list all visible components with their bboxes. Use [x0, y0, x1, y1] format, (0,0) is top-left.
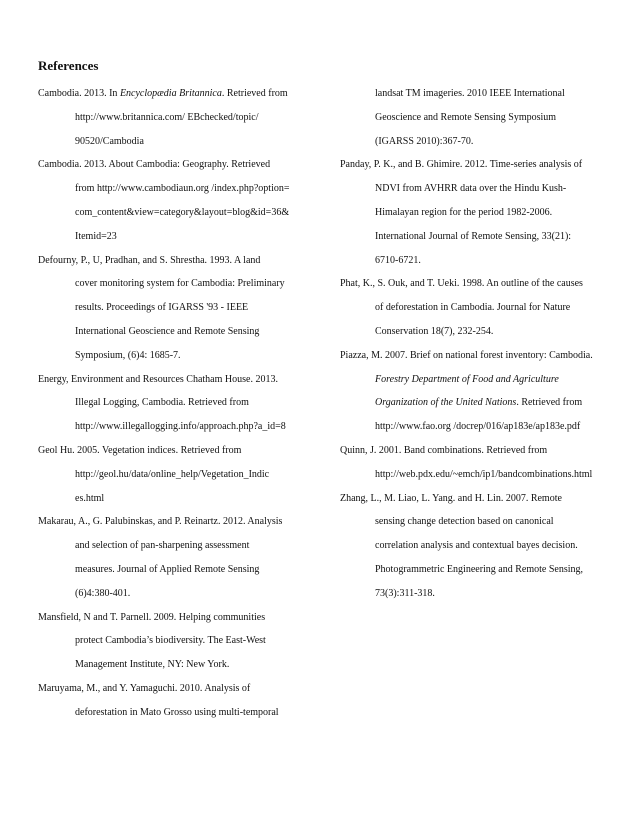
reference-text: Mansfield, N and T. Parnell. 2009. Helping communities: [38, 611, 266, 623]
reference-text: http://web.pdx.edu/~emch/ip1/bandcombinations.html: [375, 468, 593, 480]
reference-text: . Retrieved from: [221, 88, 288, 99]
reference-continuation-line: [340, 225, 636, 249]
reference-text: Himalayan region for the period 1982-2006.: [375, 206, 553, 218]
reference-text: (IGARSS 2010):367-70.: [375, 135, 474, 147]
reference-continuation-line: [38, 177, 310, 201]
reference-continuation-line: [38, 296, 310, 320]
reference-entry-line: [340, 344, 636, 368]
reference-continuation-line: [340, 368, 636, 392]
reference-entry-line: [340, 439, 636, 463]
reference-text: Conservation 18(7), 232-254.: [375, 325, 494, 337]
reference-continuation-line: [340, 320, 636, 344]
italic-title-text: Encyclopædia Britannica: [119, 88, 222, 99]
reference-text: es.html: [75, 492, 105, 504]
reference-text: protect Cambodia’s biodiversity. The East-West: [75, 635, 266, 647]
reference-entry-line: [340, 487, 636, 511]
reference-continuation-line: [340, 106, 636, 130]
reference-continuation-line: [340, 463, 636, 487]
reference-text: and selection of pan-sharpening assessment: [75, 540, 250, 552]
reference-text: cover monitoring system for Cambodia: Preliminary: [75, 278, 285, 290]
reference-continuation-line: [340, 296, 636, 320]
reference-entry-line: [38, 249, 310, 273]
reference-continuation-line: [340, 534, 636, 558]
reference-entry-line: [38, 153, 310, 177]
reference-text: Makarau, A., G. Palubinskas, and P. Reinartz. 2012. Analysis: [38, 516, 283, 528]
reference-entry-line: [340, 153, 636, 177]
reference-text: results. Proceedings of IGARSS '93 - IEEE: [75, 302, 249, 314]
reference-text: http://www.britannica.com/ EBchecked/topic/: [75, 111, 259, 123]
reference-continuation-line: [38, 487, 310, 511]
reference-entry-line: [38, 677, 310, 701]
reference-continuation-line: [38, 391, 310, 415]
reference-continuation-line: [340, 82, 636, 106]
reference-text: (6)4:380-401.: [75, 587, 131, 599]
italic-title-text: Organization of the United Nations: [375, 397, 517, 409]
reference-text: Management Institute, NY: New York.: [75, 659, 230, 671]
reference-continuation-line: [38, 320, 310, 344]
reference-text: Photogrammetric Engineering and Remote Sensing,: [375, 563, 584, 575]
reference-text: from http://www.cambodiaun.org /index.php?option=: [75, 183, 290, 195]
reference-text: correlation analysis and contextual bayes decision.: [375, 540, 578, 552]
reference-continuation-line: [340, 510, 636, 534]
references-right-column: [340, 82, 636, 606]
reference-text: Cambodia. 2013. In: [38, 88, 120, 99]
reference-text: Illegal Logging, Cambodia. Retrieved from: [75, 397, 249, 409]
reference-text: Cambodia. 2013. About Cambodia: Geography. Retrieved: [38, 159, 271, 171]
reference-continuation-line: [38, 653, 310, 677]
reference-continuation-line: [38, 415, 310, 439]
reference-continuation-line: [340, 177, 636, 201]
reference-text: measures. Journal of Applied Remote Sensing: [75, 563, 260, 575]
reference-continuation-line: [340, 249, 636, 273]
reference-entry-line: [38, 82, 310, 106]
reference-continuation-line: [38, 558, 310, 582]
reference-continuation-line: [38, 534, 310, 558]
reference-text: Itemid=23: [75, 230, 117, 242]
reference-text: http://www.fao.org /docrep/016/ap183e/ap183e.pdf: [375, 421, 581, 433]
reference-text: NDVI from AVHRR data over the Hindu Kush-: [375, 183, 567, 195]
reference-continuation-line: [340, 415, 636, 439]
reference-continuation-line: [340, 130, 636, 154]
italic-title-text: Forestry Department of Food and Agriculture: [375, 373, 559, 385]
reference-text: http://geol.hu/data/online_help/Vegetation_Indic: [75, 468, 270, 480]
reference-text: International Geoscience and Remote Sensing: [75, 325, 260, 337]
reference-continuation-line: [340, 391, 636, 415]
reference-continuation-line: [38, 344, 310, 368]
reference-text: Defourny, P., U, Pradhan, and S. Shrestha. 1993. A land: [38, 254, 261, 266]
reference-text: 6710-6721.: [375, 254, 421, 266]
reference-entry-line: [38, 510, 310, 534]
reference-entry-line: [340, 272, 636, 296]
reference-text: Quinn, J. 2001. Band combinations. Retrieved from: [340, 444, 548, 456]
reference-text: Phat, K., S. Ouk, and T. Ueki. 1998. An outline of the causes: [340, 278, 583, 290]
reference-entry-line: [38, 368, 310, 392]
reference-text: landsat TM imageries. 2010 IEEE International: [375, 88, 565, 99]
reference-text: Geol Hu. 2005. Vegetation indices. Retrieved from: [38, 444, 242, 456]
reference-text: Symposium, (6)4: 1685-7.: [75, 349, 181, 361]
reference-entry-line: [38, 439, 310, 463]
reference-text: sensing change detection based on canonical: [375, 516, 554, 528]
references-left-column: [38, 82, 310, 725]
reference-text: 90520/Cambodia: [75, 135, 144, 147]
reference-text: Energy, Environment and Resources Chatham House. 2013.: [38, 373, 278, 385]
reference-text: Piazza, M. 2007. Brief on national forest inventory: Cambodia.: [340, 349, 593, 361]
reference-continuation-line: [38, 701, 310, 725]
reference-text: Geoscience and Remote Sensing Symposium: [375, 111, 557, 123]
reference-continuation-line: [38, 629, 310, 653]
reference-continuation-line: [340, 558, 636, 582]
reference-continuation-line: [340, 582, 636, 606]
references-heading: References: [38, 58, 99, 73]
reference-continuation-line: [340, 201, 636, 225]
reference-text: com_content&view=category&layout=blog&id=36&: [75, 206, 290, 218]
reference-entry-line: [38, 606, 310, 630]
reference-continuation-line: [38, 201, 310, 225]
reference-text: International Journal of Remote Sensing, 33(21):: [375, 230, 572, 242]
reference-continuation-line: [38, 225, 310, 249]
reference-text: deforestation in Mato Grosso using multi-temporal: [75, 706, 279, 718]
reference-text: 73(3):311-318.: [375, 587, 435, 599]
reference-continuation-line: [38, 582, 310, 606]
reference-text: Zhang, L., M. Liao, L. Yang. and H. Lin. 2007. Remote: [340, 492, 562, 504]
reference-text: . Retrieved from: [516, 397, 583, 409]
reference-continuation-line: [38, 463, 310, 487]
reference-text: Panday, P. K., and B. Ghimire. 2012. Time-series analysis of: [340, 159, 583, 171]
reference-text: Maruyama, M., and Y. Yamaguchi. 2010. Analysis of: [38, 682, 251, 694]
reference-continuation-line: [38, 272, 310, 296]
reference-text: http://www.illegallogging.info/approach.php?a_id=8: [75, 421, 286, 433]
reference-continuation-line: [38, 130, 310, 154]
reference-text: of deforestation in Cambodia. Journal for Nature: [375, 302, 571, 314]
reference-continuation-line: [38, 106, 310, 130]
